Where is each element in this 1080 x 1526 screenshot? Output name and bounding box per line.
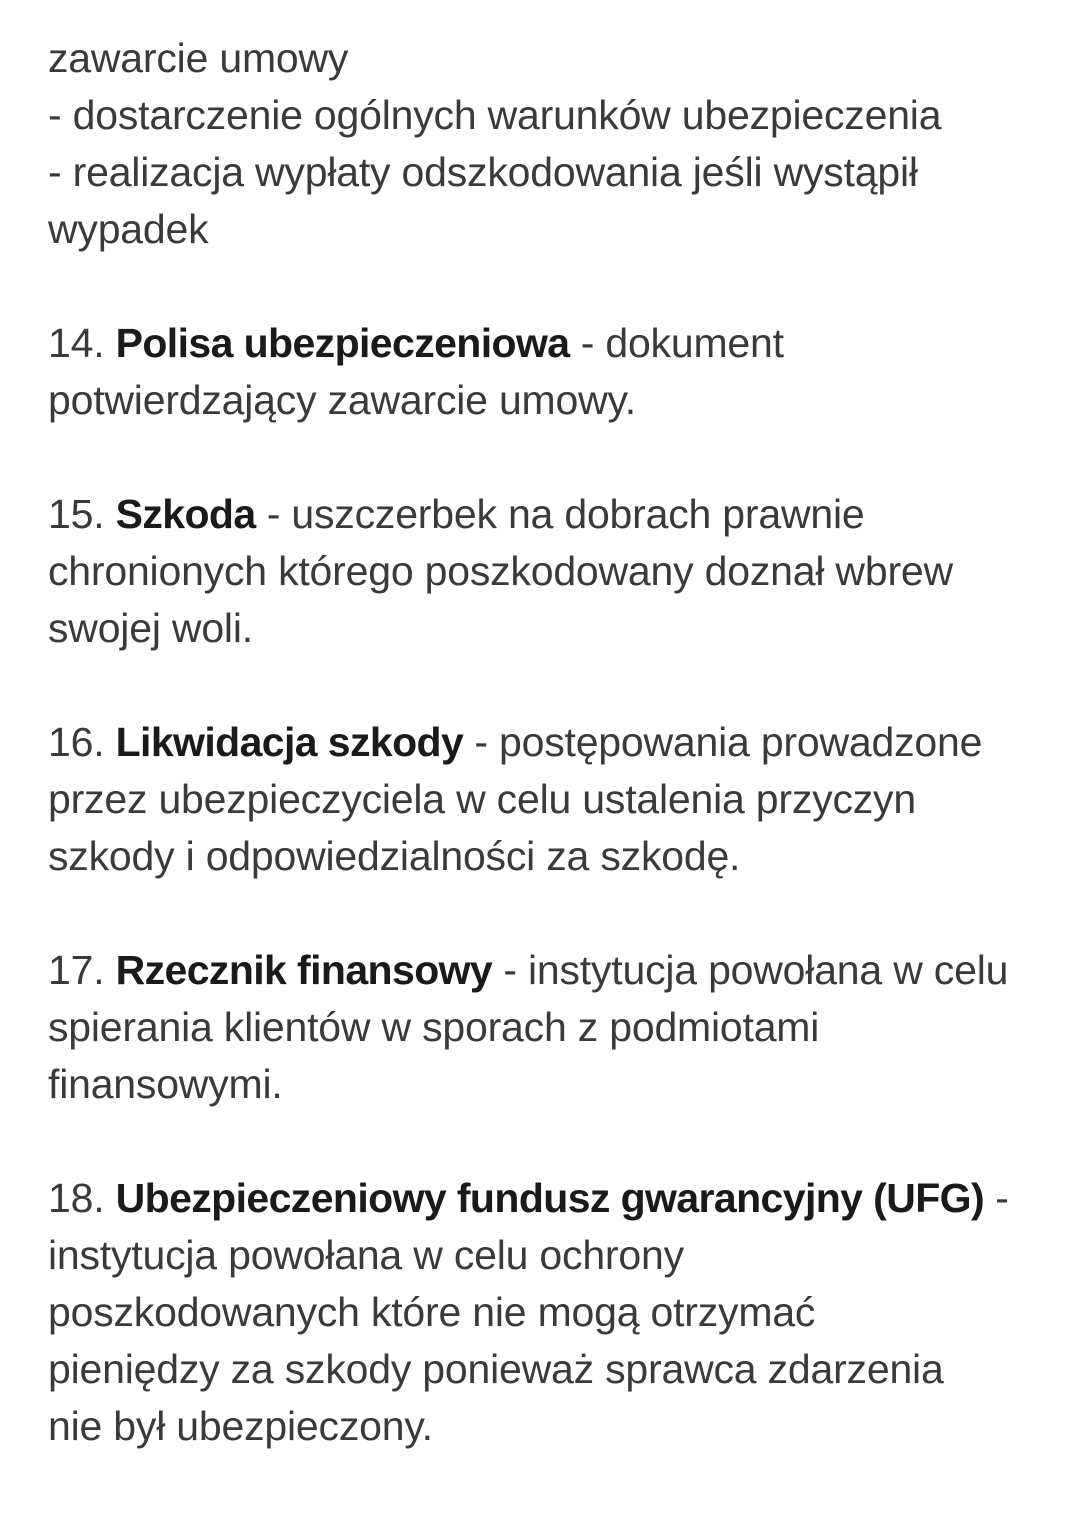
definition-item-17 <box>48 942 1058 1113</box>
paragraph-gap <box>48 258 1058 315</box>
item-number: 14. <box>48 320 105 366</box>
item-number: 17. <box>48 947 105 993</box>
definition-text: chronionych którego poszkodowany doznał wbrew <box>48 548 953 594</box>
definition-text: - <box>984 1175 1009 1221</box>
definition-item-15 <box>48 486 1058 657</box>
defined-term: Ubezpieczeniowy fundusz gwarancyjny (UFG) <box>115 1175 985 1221</box>
definition-item-16 <box>48 714 1058 885</box>
paragraph-gap <box>48 657 1058 714</box>
defined-term: Likwidacja szkody <box>115 719 464 765</box>
definition-text: szkody i odpowiedzialności za szkodę. <box>48 833 741 879</box>
intro-block <box>48 30 1058 258</box>
definition-text: finansowymi. <box>48 1061 283 1107</box>
paragraph-gap <box>48 429 1058 486</box>
definition-text: - instytucja powołana w celu <box>492 947 1009 993</box>
document-page <box>48 30 1058 1455</box>
intro-line: zawarcie umowy <box>48 35 349 81</box>
definition-heading-line <box>48 486 1058 543</box>
item-number: 15. <box>48 491 105 537</box>
item-number: 18. <box>48 1175 105 1221</box>
paragraph-gap <box>48 885 1058 942</box>
definition-heading-line <box>48 315 1058 372</box>
definition-text: - uszczerbek na dobrach prawnie <box>255 491 865 537</box>
definition-heading-line <box>48 1170 1058 1227</box>
defined-term: Rzecznik finansowy <box>115 947 493 993</box>
definition-text: poszkodowanych które nie mogą otrzymać <box>48 1289 816 1335</box>
definition-text: potwierdzający zawarcie umowy. <box>48 377 636 423</box>
intro-line: wypadek <box>48 206 209 252</box>
definition-text: pieniędzy za szkody ponieważ sprawca zdarzenia <box>48 1346 944 1392</box>
defined-term: Szkoda <box>115 491 256 537</box>
definition-text: przez ubezpieczyciela w celu ustalenia przyczyn <box>48 776 916 822</box>
definition-text: swojej woli. <box>48 605 253 651</box>
definition-text: spierania klientów w sporach z podmiotami <box>48 1004 820 1050</box>
intro-line: - dostarczenie ogólnych warunków ubezpieczenia <box>48 92 942 138</box>
definition-item-18 <box>48 1170 1058 1455</box>
definition-text: instytucja powołana w celu ochrony <box>48 1232 684 1278</box>
defined-term: Polisa ubezpieczeniowa <box>115 320 570 366</box>
item-number: 16. <box>48 719 105 765</box>
definition-heading-line <box>48 714 1058 771</box>
intro-line: - realizacja wypłaty odszkodowania jeśli wystąpił <box>48 149 918 195</box>
definition-text: - postępowania prowadzone <box>463 719 983 765</box>
definition-text: nie był ubezpieczony. <box>48 1403 433 1449</box>
paragraph-gap <box>48 1113 1058 1170</box>
definition-text: - dokument <box>569 320 784 366</box>
definition-heading-line <box>48 942 1058 999</box>
definition-item-14 <box>48 315 1058 429</box>
